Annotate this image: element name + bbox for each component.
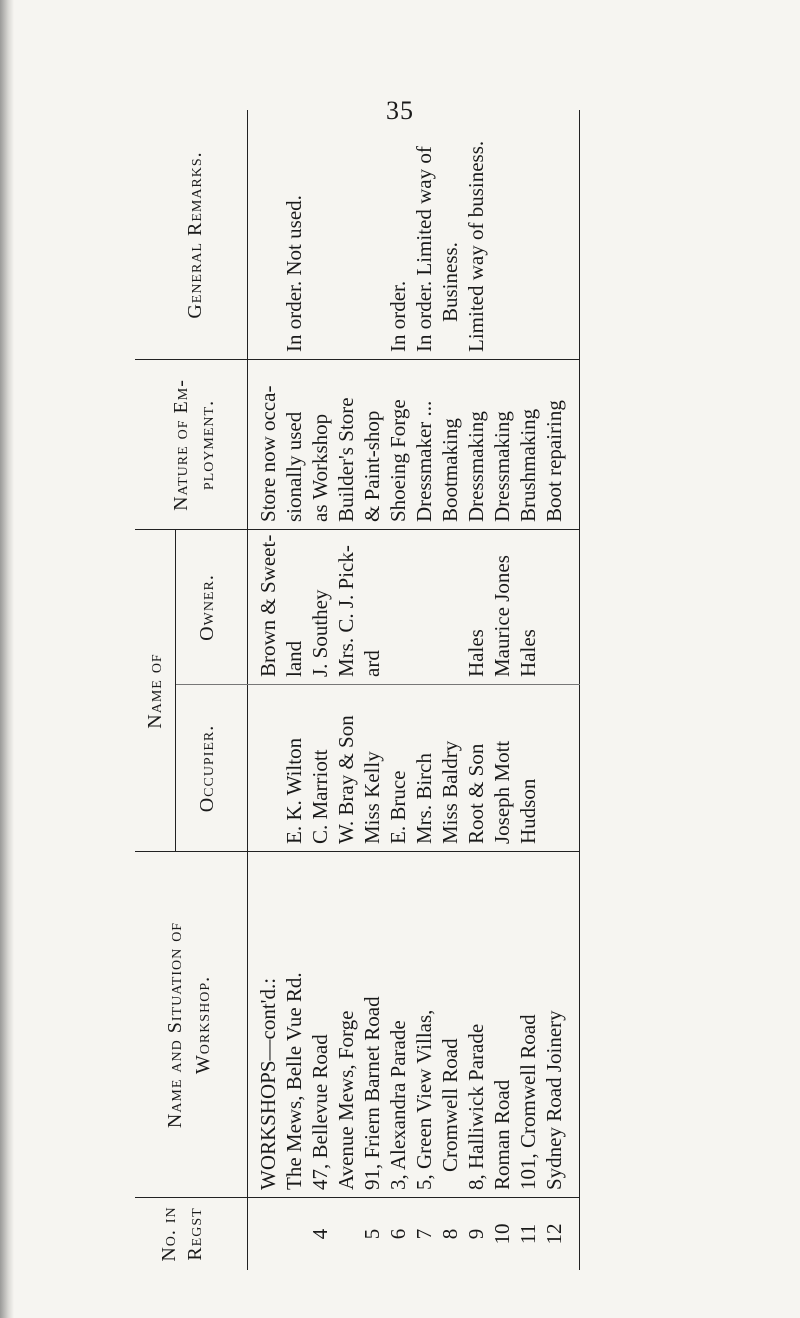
workshop-name: Sydney Road Joinery (542, 1010, 566, 1190)
employment-type: Dressmaking (464, 411, 488, 522)
remarks-text-cont: Business. (438, 242, 462, 322)
owner-name: Brown & Sweet- (256, 534, 280, 677)
employment-type: Builder's Store (334, 397, 358, 522)
employment-type-cont: as Workshop (308, 413, 332, 522)
col-register-numbers (135, 1198, 580, 1270)
occupier-name: Hudson (516, 778, 540, 844)
header-nature-line1: Nature of Em- (170, 379, 192, 511)
col-workshop (135, 852, 580, 1198)
owner-name: Mrs. C. J. Pick- (334, 545, 358, 677)
employment-type-cont: sionally used (282, 411, 306, 522)
header-occupier-label: Occupier. (196, 724, 218, 813)
owner-name: Hales (464, 629, 488, 677)
workshop-name: 101, Cromwell Road (516, 1014, 540, 1190)
workshop-name: Avenue Mews, Forge (334, 1010, 358, 1190)
owner-name-cont: ard (360, 650, 384, 677)
col-owner (135, 530, 580, 685)
header-no-line1: No. in (158, 1206, 180, 1262)
workshop-register-table (135, 110, 580, 1270)
row-no: 10 (490, 1223, 514, 1245)
header-name-of-label: Name of (144, 653, 166, 729)
employment-type: Shoeing Forge (386, 399, 410, 522)
employment-type: Boot repairing (542, 400, 566, 522)
col-general-remarks (135, 110, 580, 360)
workshop-name-cont: Cromwell Road (438, 1038, 462, 1172)
workshop-name: 8, Halliwick Parade (464, 1023, 488, 1190)
occupier-name: W. Bray & Son (334, 715, 358, 844)
header-situation-line2: Workshop. (192, 975, 214, 1075)
employment-type-cont: & Paint-shop (360, 410, 384, 522)
row-no: 5 (360, 1228, 384, 1240)
owner-name-cont: land (282, 640, 306, 677)
occupier-name: Miss Kelly (360, 751, 384, 844)
workshop-name: 5, Green View Villas, (412, 1009, 436, 1190)
col-employment (135, 360, 580, 530)
occupier-name: E. Bruce (386, 770, 410, 844)
owner-name: J. Southey (308, 589, 332, 677)
header-no-line2: Regst (184, 1207, 206, 1261)
header-nature-line2: ployment. (196, 399, 218, 491)
remarks-text: In order. (386, 280, 410, 352)
occupier-name: Miss Baldry (438, 740, 462, 844)
workshop-name: The Mews, Belle Vue Rd. (282, 972, 306, 1190)
occupier-name: E. K. Wilton (282, 737, 306, 844)
header-situation-line1: Name and Situation of (164, 921, 186, 1129)
header-remarks-label: General Remarks. (184, 151, 206, 319)
row-no: 6 (386, 1228, 410, 1240)
workshop-name: 47, Bellevue Road (308, 1034, 332, 1190)
page-binding-shadow (0, 0, 14, 1318)
workshop-name: 91, Friern Barnet Road (360, 996, 384, 1190)
workshop-name: Roman Road (490, 1079, 514, 1190)
employment-type: Dressmaking (490, 411, 514, 522)
col-occupier (135, 685, 580, 852)
page-number: 35 (386, 96, 414, 125)
remarks-text: In order. Not used. (282, 195, 306, 352)
employment-type: Store now occa- (256, 385, 280, 522)
remarks-text: Limited way of business. (464, 140, 488, 352)
workshop-name: 3, Alexandra Parade (386, 1020, 410, 1190)
employment-type: Dressmaker ... (412, 400, 436, 522)
owner-name: Hales (516, 629, 540, 677)
row-no: 9 (464, 1228, 488, 1240)
header-owner-label: Owner. (196, 574, 218, 641)
row-no: 8 (438, 1228, 462, 1240)
remarks-text: In order. Limited way of (412, 146, 436, 352)
occupier-name: C. Marriott (308, 749, 332, 844)
employment-type: Bootmaking (438, 418, 462, 522)
section-title: WORKSHOPS—cont'd.: (256, 977, 280, 1190)
occupier-name: Root & Son (464, 743, 488, 844)
occupier-name: Mrs. Birch (412, 753, 436, 844)
row-no: 12 (542, 1223, 566, 1245)
occupier-name: Joseph Mott (490, 740, 514, 844)
employment-type: Brushmaking (516, 408, 540, 522)
row-no: 11 (516, 1223, 540, 1245)
owner-name: Maurice Jones (490, 555, 514, 677)
row-no: 7 (412, 1228, 436, 1240)
row-no: 4 (308, 1228, 332, 1240)
